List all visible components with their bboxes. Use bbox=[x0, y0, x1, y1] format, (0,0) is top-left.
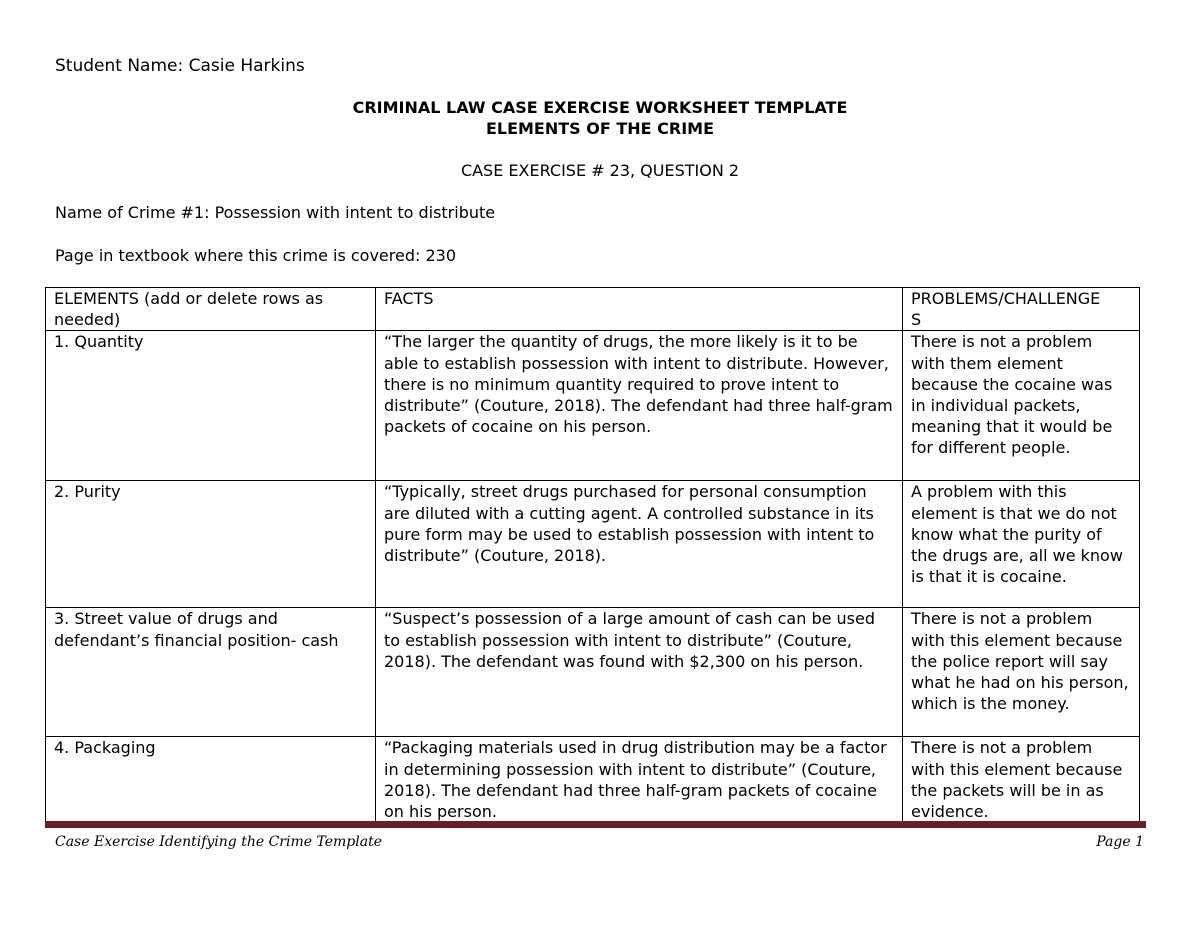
facts-cell: “Packaging materials used in drug distribution may be a factor in determining possession with intent to distribute” (Couture, 2018). The defendant had three half-gram packets of cocaine on his person. bbox=[376, 737, 903, 823]
facts-cell: “Suspect’s possession of a large amount of cash can be used to establish possession with intent to distribute” (Couture, 2018). The defendant was found with $2,300 on his person. bbox=[376, 608, 903, 737]
header-facts: FACTS bbox=[376, 288, 903, 331]
textbook-page-reference: Page in textbook where this crime is covered: 230 bbox=[55, 246, 457, 265]
element-cell: 3. Street value of drugs and defendant’s financial position- cash bbox=[46, 608, 376, 737]
element-cell: 1. Quantity bbox=[46, 331, 376, 481]
table-row bbox=[46, 481, 1140, 608]
problems-cell: There is not a problem with this element because the packets will be in as evidence. bbox=[903, 737, 1140, 823]
title-line-2: ELEMENTS OF THE CRIME bbox=[485, 119, 715, 138]
problems-cell: There is not a problem with this element because the police report will say what he had on his person, which is the money. bbox=[903, 608, 1140, 737]
facts-cell: “Typically, street drugs purchased for personal consumption are diluted with a cutting agent. A controlled substance in its pure form may be used to establish possession with intent to distribute” (Couture, 2018). bbox=[376, 481, 903, 608]
facts-cell: “The larger the quantity of drugs, the more likely is it to be able to establish possession with intent to distribute. However, there is no minimum quantity required to prove intent to distribute” (Couture, 2018). The defendant had three half-gram packets of cocaine on his person. bbox=[376, 331, 903, 481]
title-line-1: CRIMINAL LAW CASE EXERCISE WORKSHEET TEMPLATE bbox=[352, 98, 848, 117]
table-row bbox=[46, 608, 1140, 737]
page-number: Page 1 bbox=[1096, 834, 1144, 850]
case-exercise-heading: CASE EXERCISE # 23, QUESTION 2 bbox=[460, 161, 740, 180]
table-header-row bbox=[46, 288, 1140, 331]
problems-cell: There is not a problem with them element because the cocaine was in individual packets, meaning that it would be for different people. bbox=[903, 331, 1140, 481]
elements-table bbox=[45, 287, 1140, 823]
problems-cell: A problem with this element is that we do not know what the purity of the drugs are, all we know is that it is cocaine. bbox=[903, 481, 1140, 608]
header-elements: ELEMENTS (add or delete rows as needed) bbox=[46, 288, 376, 331]
footer-title: Case Exercise Identifying the Crime Template bbox=[55, 834, 382, 850]
document-title bbox=[0, 97, 1200, 139]
crime-name: Name of Crime #1: Possession with intent to distribute bbox=[55, 203, 496, 222]
footer-divider bbox=[45, 821, 1146, 828]
header-problems: PROBLEMS/CHALLENGE S bbox=[903, 288, 1140, 331]
student-name: Student Name: Casie Harkins bbox=[55, 56, 305, 76]
element-cell: 4. Packaging bbox=[46, 737, 376, 823]
table-row bbox=[46, 737, 1140, 823]
table-row bbox=[46, 331, 1140, 481]
element-cell: 2. Purity bbox=[46, 481, 376, 608]
